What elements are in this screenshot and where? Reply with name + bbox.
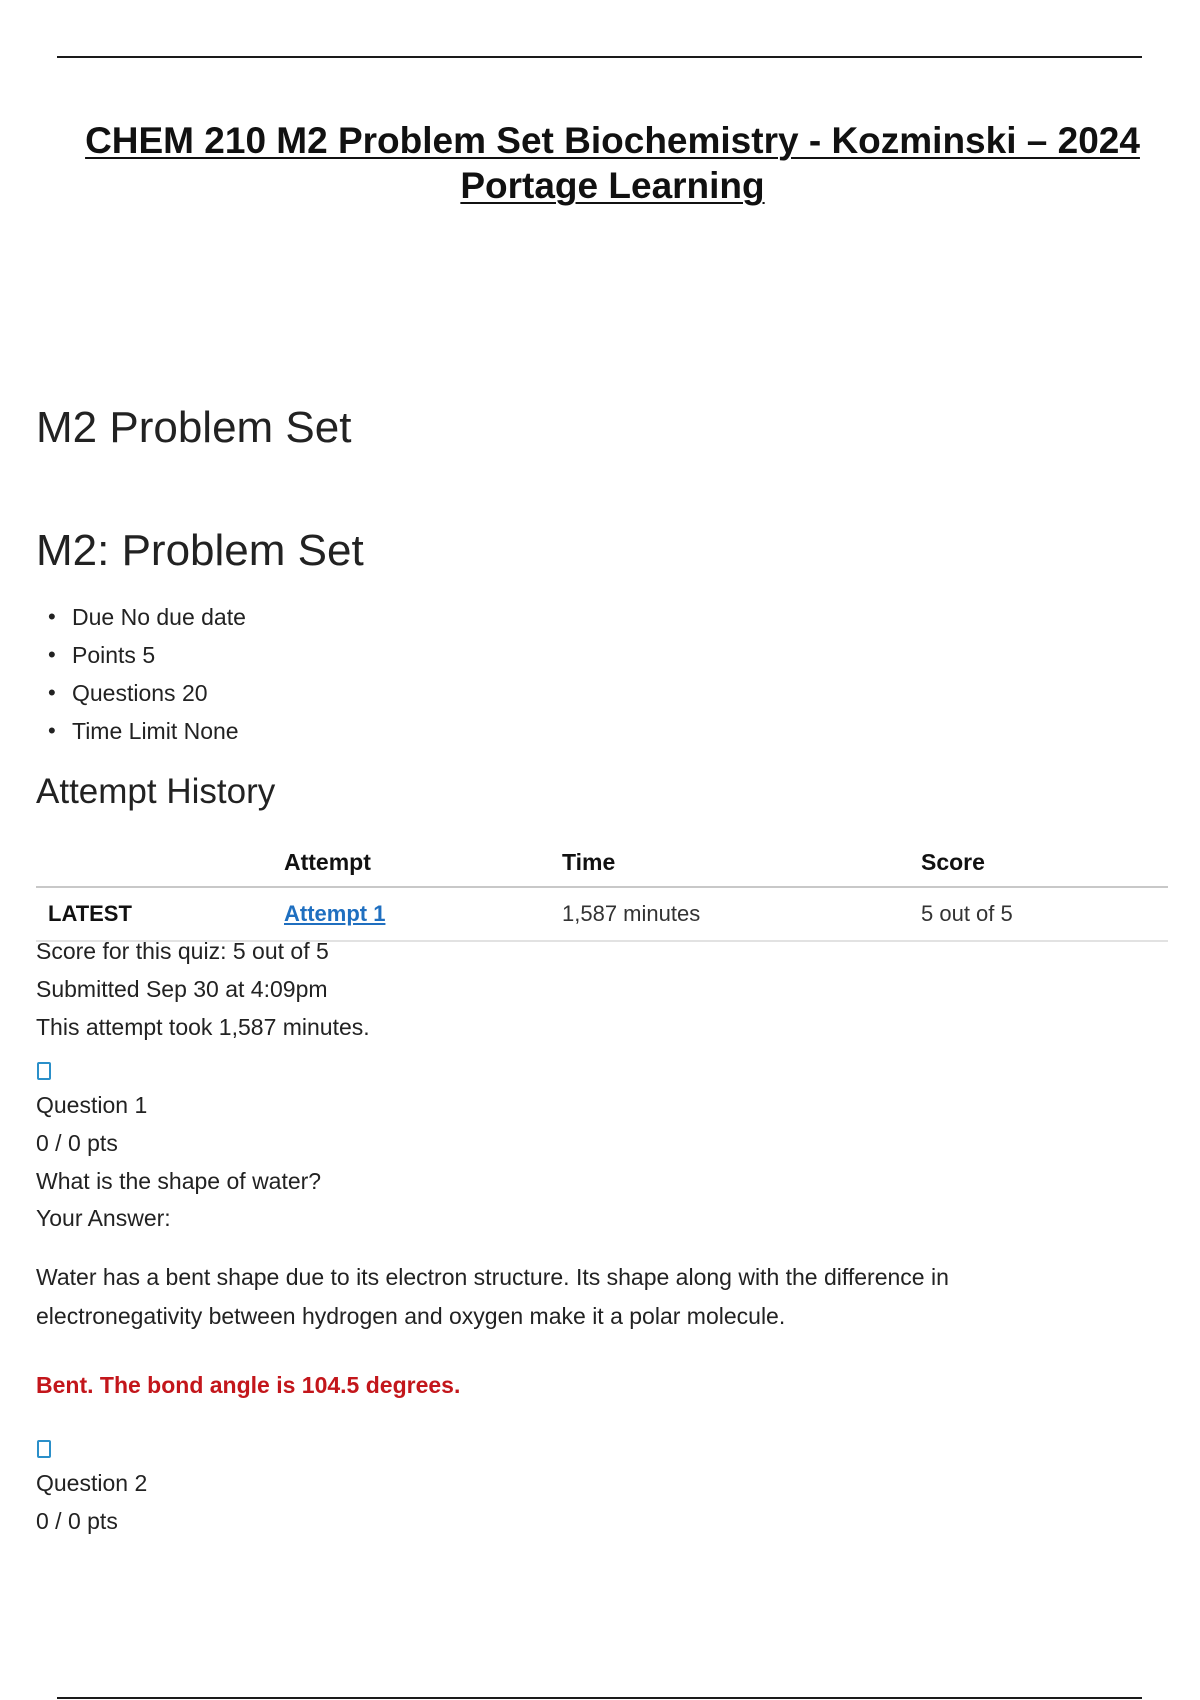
quiz-title: M2: Problem Set — [36, 526, 364, 575]
column-header-time: Time — [562, 838, 921, 887]
attempt-history-heading: Attempt History — [36, 772, 276, 811]
document-title-line-1: CHEM 210 M2 Problem Set Biochemistry - Kozminski – 2024 — [85, 120, 1140, 161]
question-1-answer-label: Your Answer: — [36, 1205, 171, 1231]
table-row — [36, 887, 1168, 941]
attempt-1-link[interactable]: Attempt 1 — [284, 901, 386, 926]
latest-label: LATEST — [36, 887, 284, 941]
table-header-row — [36, 838, 1168, 887]
attempt-cell — [284, 887, 562, 941]
column-header-attempt: Attempt — [284, 838, 562, 887]
attempt-time: 1,587 minutes — [562, 887, 921, 941]
detail-points: • Points 5 — [48, 636, 246, 674]
detail-time-limit: • Time Limit None — [48, 712, 246, 750]
flag-question-1-icon[interactable] — [37, 1062, 51, 1080]
question-1-points: 0 / 0 pts — [36, 1130, 118, 1156]
quiz-score-text: Score for this quiz: 5 out of 5 — [36, 938, 329, 964]
submitted-text: Submitted Sep 30 at 4:09pm — [36, 976, 328, 1002]
document-title-line-2: Portage Learning — [460, 165, 765, 206]
attempt-score: 5 out of 5 — [921, 887, 1168, 941]
quiz-details-list — [48, 598, 246, 750]
column-header-label — [36, 838, 284, 887]
question-1-correct-answer: Bent. The bond angle is 104.5 degrees. — [36, 1372, 461, 1398]
question-2-number: Question 2 — [36, 1470, 148, 1496]
question-1-number: Question 1 — [36, 1092, 148, 1118]
flag-question-2-icon[interactable] — [37, 1440, 51, 1458]
top-rule — [57, 56, 1142, 58]
attempt-history-table — [36, 838, 1168, 942]
detail-questions: • Questions 20 — [48, 674, 246, 712]
question-2-points: 0 / 0 pts — [36, 1508, 118, 1534]
bottom-rule — [57, 1697, 1142, 1699]
document-title — [40, 118, 1185, 208]
detail-due: • Due No due date — [48, 598, 246, 636]
question-1-prompt: What is the shape of water? — [36, 1168, 322, 1194]
column-header-score: Score — [921, 838, 1168, 887]
duration-text: This attempt took 1,587 minutes. — [36, 1014, 370, 1040]
question-1-answer: Water has a bent shape due to its electron structure. Its shape along with the difference in electronegativity between hydrogen and oxygen make it a polar molecule. — [36, 1264, 949, 1329]
page-heading: M2 Problem Set — [36, 403, 352, 452]
